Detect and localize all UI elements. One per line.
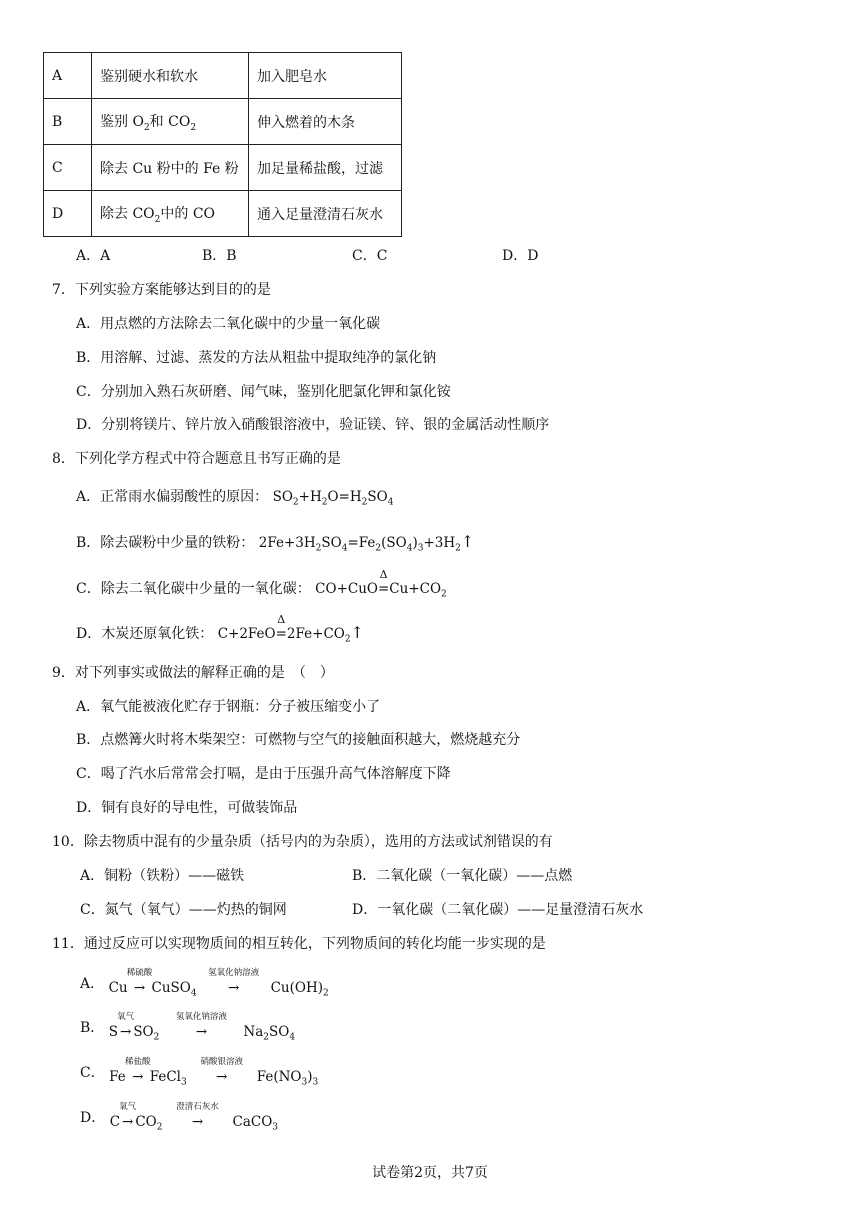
q10-option-d: D．一氧化碳（二氧化碳）——足量澄清石灰水	[352, 902, 644, 918]
row-purpose: 除去 $CO_2$中的 CO	[92, 191, 249, 237]
row-label: B	[44, 99, 92, 145]
conversion-chain: C 氧气 → $CO_2$ 澄清石灰水 → CaCO$_3$	[109, 1102, 278, 1133]
q7-option-b: B．用溶解、过滤、蒸发的方法从粗盐中提取纯净的氯化钠	[76, 350, 437, 366]
conversion-chain: Fe 稀盐酸 → FeCl$_3$ 硝酸银溶液 → $Fe(NO_3)_3$	[109, 1057, 319, 1088]
equation: CO+CuO Δ $=Cu+CO_2$	[315, 568, 447, 600]
options-table	[43, 52, 402, 237]
answer-a: A．A	[76, 248, 111, 264]
q11-option-b: B． S 氧气 → $SO_2$ 氢氧化钠溶液 → $Na_2SO_4$	[80, 1012, 296, 1043]
q7-stem: 7．下列实验方案能够达到目的的是	[52, 282, 271, 298]
row-method: 加入肥皂水	[249, 53, 402, 99]
q9-option-a: A．氧气能被液化贮存于钢瓶：分子被压缩变小了	[76, 699, 381, 715]
table-row	[44, 53, 402, 99]
table-row	[44, 191, 402, 237]
q8-option-c: C．除去二氧化碳中少量的一氧化碳： CO+CuO Δ $=Cu+CO_2$	[76, 568, 447, 600]
q10-stem: 10．除去物质中混有的少量杂质（括号内的为杂质），选用的方法或试剂错误的有	[52, 834, 553, 850]
equation: $2Fe+3H_2SO_4=Fe_2(SO_4)_3+3H_2↑$	[258, 532, 475, 554]
q11-option-a: A． Cu 稀硫酸 → CuSO$_4$ 氢氧化钠溶液 → $Cu(OH)_2$	[80, 968, 329, 999]
q7-option-d: D．分别将镁片、锌片放入硝酸银溶液中，验证镁、锌、银的金属活动性顺序	[76, 417, 550, 433]
q9-option-c: C．喝了汽水后常常会打嗝，是由于压强升高气体溶解度下降	[76, 766, 451, 782]
up-arrow-icon: ↑	[350, 623, 364, 642]
equation: C+2FeO Δ $=2Fe+CO_2↑$	[217, 613, 364, 645]
row-label: C	[44, 145, 92, 191]
row-method: 通入足量澄清石灰水	[249, 191, 402, 237]
q8-stem: 8．下列化学方程式中符合题意且书写正确的是	[52, 451, 341, 467]
q11-stem: 11．通过反应可以实现物质间的相互转化，下列物质间的转化均能一步实现的是	[52, 936, 546, 952]
q7-option-a: A．用点燃的方法除去二氧化碳中的少量一氧化碳	[76, 316, 381, 332]
table-row	[44, 145, 402, 191]
delta-icon: Δ	[277, 613, 286, 626]
q10-option-c: C．氮气（氧气）——灼热的铜网	[80, 902, 287, 918]
q8-option-d: D．木炭还原氧化铁： C+2FeO Δ $=2Fe+CO_2↑$	[76, 613, 364, 645]
row-label: A	[44, 53, 92, 99]
table-row	[44, 99, 402, 145]
q7-option-c: C．分别加入熟石灰研磨、闻气味，鉴别化肥氯化钾和氯化铵	[76, 384, 451, 400]
answer-b: B．B	[202, 248, 237, 264]
conversion-chain: Cu 稀硫酸 → CuSO$_4$ 氢氧化钠溶液 → $Cu(OH)_2$	[108, 968, 329, 999]
row-label: D	[44, 191, 92, 237]
q9-option-b: B．点燃篝火时将木柴架空：可燃物与空气的接触面积越大，燃烧越充分	[76, 732, 521, 748]
q10-option-b: B．二氧化碳（一氧化碳）——点燃	[352, 868, 573, 884]
q11-option-d: D． C 氧气 → $CO_2$ 澄清石灰水 → CaCO$_3$	[80, 1102, 278, 1133]
q10-option-a: A．铜粉（铁粉）——磁铁	[80, 868, 245, 884]
answer-c: C．C	[352, 248, 388, 264]
equation: $SO_2+H_2O=H_2SO_4$	[272, 489, 394, 508]
page-footer: 试卷第2页，共7页	[372, 1165, 488, 1181]
q8-option-b: B．除去碳粉中少量的铁粉： $2Fe+3H_2SO_4=Fe_2(SO_4)_3+3H_2↑$	[76, 532, 475, 554]
row-purpose: 除去 Cu 粉中的 Fe 粉	[92, 145, 249, 191]
up-arrow-icon: ↑	[460, 532, 475, 551]
q11-option-c: C． Fe 稀盐酸 → FeCl$_3$ 硝酸银溶液 → $Fe(NO_3)_3$	[80, 1057, 319, 1088]
row-method: 加足量稀盐酸，过滤	[249, 145, 402, 191]
row-purpose: 鉴别硬水和软水	[92, 53, 249, 99]
q8-option-a: A．正常雨水偏弱酸性的原因： $SO_2+H_2O=H_2SO_4$	[76, 489, 394, 508]
q9-option-d: D．铜有良好的导电性，可做装饰品	[76, 800, 298, 816]
delta-icon: Δ	[379, 568, 388, 581]
conversion-chain: S 氧气 → $SO_2$ 氢氧化钠溶液 → $Na_2SO_4$	[108, 1012, 296, 1043]
row-method: 伸入燃着的木条	[249, 99, 402, 145]
answer-d: D．D	[502, 248, 539, 264]
q9-stem: 9．对下列事实或做法的解释正确的是 （ ）	[52, 665, 334, 681]
row-purpose: 鉴别 $O_2$和 $CO_2$	[92, 99, 249, 145]
